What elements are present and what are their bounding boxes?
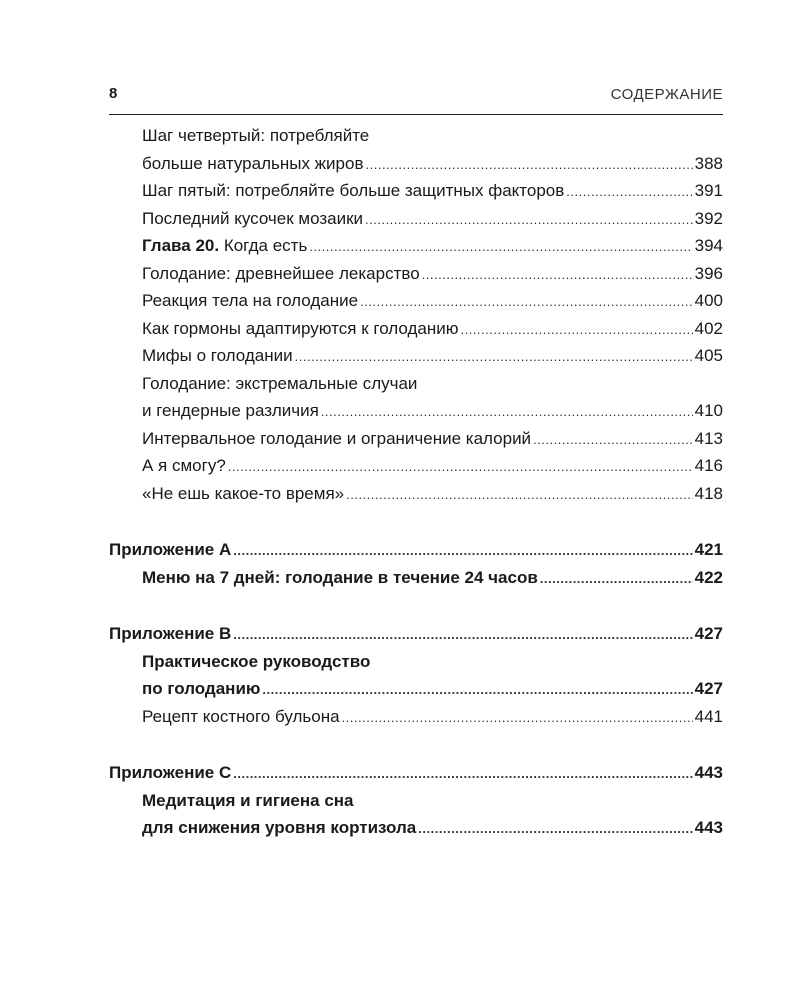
page-ref: 427 (694, 624, 723, 643)
toc-entry (142, 177, 723, 205)
page-header (109, 84, 723, 115)
page-ref: 388 (694, 153, 723, 173)
page-ref: 391 (694, 181, 723, 200)
page-ref: 427 (694, 679, 723, 698)
toc-entry (142, 260, 723, 288)
toc-appendix-c (109, 759, 723, 787)
toc-entry (142, 122, 723, 177)
page-ref: 405 (694, 346, 723, 365)
toc-entry (142, 452, 723, 480)
toc-entry-chapter (142, 232, 723, 260)
page-ref: 396 (694, 263, 723, 283)
entry-line: Голодание: экстремальные случаи (142, 373, 418, 393)
toc-entry (142, 564, 723, 592)
entry-line: Последний кусочек мозаики (142, 208, 364, 228)
entry-line: «Не ешь какое-то время» (142, 483, 345, 503)
toc-appendix-b (109, 620, 723, 648)
entry-line: Меню на 7 дней: голодание в течение 24 часов (142, 567, 538, 587)
leader-dots (460, 316, 692, 344)
leader-dots (295, 343, 693, 371)
entry-line: больше натуральных жиров (142, 153, 364, 173)
page-ref: 443 (694, 763, 723, 782)
appendix-title: Приложение С (109, 763, 232, 782)
leader-dots (422, 261, 693, 289)
leader-dots (321, 398, 693, 426)
leader-dots (262, 676, 692, 704)
leader-dots (233, 621, 692, 649)
toc-entry (142, 315, 723, 343)
entry-line: Практическое руководство (142, 651, 371, 671)
page-ref: 418 (694, 483, 723, 503)
entry-line: Когда есть (223, 236, 308, 255)
page-number: 8 (109, 85, 118, 102)
toc-appendix-a (109, 536, 723, 564)
toc-entry (142, 287, 723, 315)
entry-line: Шаг четвертый: потребляйте (142, 126, 370, 145)
leader-dots (228, 453, 693, 481)
chapter-label: Глава 20. (142, 236, 220, 255)
leader-dots (360, 288, 693, 316)
leader-dots (533, 426, 693, 454)
appendix-title: Приложение А (109, 540, 232, 559)
entry-line: и гендерные различия (142, 401, 319, 420)
toc-entry (142, 703, 723, 731)
toc-entry (142, 342, 723, 370)
page-ref: 394 (694, 236, 723, 255)
toc-entry (142, 648, 723, 703)
page-ref: 400 (694, 291, 723, 310)
page-ref: 402 (694, 318, 723, 338)
entry-line: Рецепт костного бульона (142, 706, 340, 726)
entry-line: Медитация и гигиена сна (142, 790, 354, 810)
toc-entry (142, 370, 723, 425)
entry-line: Реакция тела на голодание (142, 291, 359, 310)
entry-line: Как гормоны адаптируются к голоданию (142, 318, 459, 338)
toc-entry (142, 205, 723, 233)
page-ref: 441 (694, 706, 723, 726)
page-ref: 416 (694, 456, 723, 475)
toc-entry (142, 425, 723, 453)
page-ref: 410 (694, 401, 723, 420)
toc-entry (142, 480, 723, 508)
toc-entry (142, 787, 723, 842)
leader-dots (418, 815, 692, 843)
entry-line: по голоданию (142, 679, 261, 698)
page-ref: 443 (694, 818, 723, 837)
page-ref: 413 (694, 428, 723, 448)
page-ref: 422 (694, 567, 723, 587)
leader-dots (366, 151, 693, 179)
leader-dots (365, 206, 693, 234)
table-of-contents (109, 122, 723, 842)
leader-dots (566, 178, 692, 206)
running-title: СОДЕРЖАНИЕ (610, 86, 723, 103)
entry-line: Голодание: древнейшее лекарство (142, 263, 420, 283)
leader-dots (342, 704, 693, 732)
leader-dots (233, 760, 692, 788)
entry-line: Шаг пятый: потребляйте больше защитных факторов (142, 181, 565, 200)
entry-line: для снижения уровня кортизола (142, 818, 417, 837)
leader-dots (233, 537, 692, 565)
appendix-title: Приложение В (109, 624, 232, 643)
leader-dots (346, 481, 693, 509)
entry-line: А я смогу? (142, 456, 226, 475)
leader-dots (540, 565, 693, 593)
page-ref: 392 (694, 208, 723, 228)
page-ref: 421 (694, 540, 723, 559)
entry-line: Интервальное голодание и ограничение калорий (142, 428, 532, 448)
leader-dots (309, 233, 692, 261)
entry-line: Мифы о голодании (142, 346, 293, 365)
